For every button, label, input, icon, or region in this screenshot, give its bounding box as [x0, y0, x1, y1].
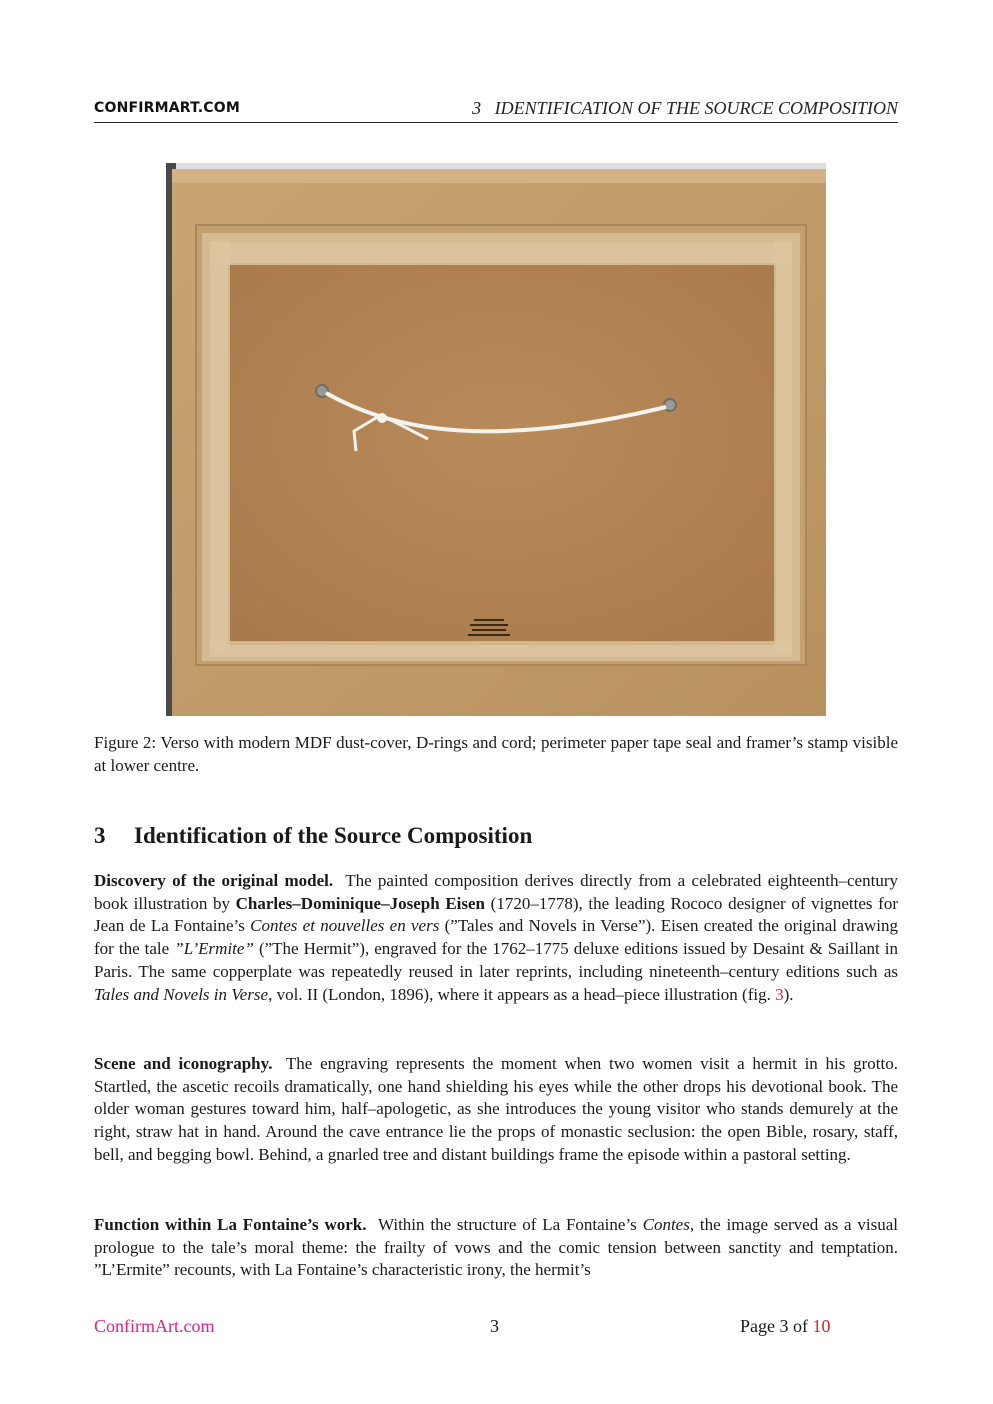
footer-site-link[interactable]: ConfirmArt.com — [94, 1316, 215, 1336]
edition-title: Tales and Novels in Verse — [94, 984, 269, 1004]
footer-page-count — [740, 1316, 830, 1337]
section-number: 3 — [94, 823, 106, 848]
figure-caption: Figure 2: Verso with modern MDF dust-cover, D-rings and cord; perimeter paper tape seal and framer’s stamp visible at lower centre. — [94, 733, 898, 775]
paragraph-lead: Scene and iconography. — [94, 1054, 273, 1073]
footer-page-number: 3 — [490, 1316, 499, 1336]
page-header — [94, 98, 898, 123]
paragraph-text: (”The Hermit”), engraved for the 1762–1775 deluxe editions issued by Desaint & Saillant in Paris. The same copperplate was repeatedly reused in later reprints, including nineteenth–century editions such as — [94, 939, 898, 981]
site-logo: CONFIRMART.COM — [94, 100, 241, 116]
book-title: Contes — [642, 1215, 690, 1234]
paragraph-text: Within the structure of La Fontaine’s — [378, 1215, 643, 1234]
paragraph-lead: Discovery of the original model. — [94, 871, 334, 890]
figure-ref-link[interactable]: 3 — [775, 984, 784, 1004]
book-title: Contes et nouvelles en vers — [250, 916, 440, 936]
paragraph-text: ). — [783, 984, 794, 1004]
paragraph-function — [94, 1214, 898, 1282]
section-title-text: Identification of the Source Composition — [134, 823, 533, 848]
paragraph-text: The painted composition derives directly from a celebrated eighteenth–century book illustration by — [94, 871, 898, 913]
paragraph-text: (”Tales and Novels in Verse”). Eisen created the original drawing for the tale — [94, 916, 898, 959]
running-title: 3 IDENTIFICATION OF THE SOURCE COMPOSITION — [472, 98, 898, 118]
paragraph-text: (1720–1778), the leading Rococo designer of vignettes for Jean de La Fontaine’s — [94, 893, 898, 936]
page-label: Page 3 of — [740, 1316, 813, 1336]
paragraph-text: , vol. II (London, 1896), where it appears as a head–piece illustration (fig. — [268, 984, 776, 1004]
paragraph-scene — [94, 1053, 898, 1167]
page-total-link[interactable]: 10 — [812, 1316, 831, 1336]
section-heading — [94, 823, 898, 849]
paragraph-text: , the image served as a visual prologue to the tale’s moral theme: the frailty of vows and the comic tension between sanctity and temptation. ”L’Ermite” recounts, with La Fontaine’s characteristic irony, the hermit’s — [94, 1215, 898, 1280]
paragraph-lead: Function within La Fontaine’s work. — [94, 1215, 367, 1234]
artist-name: Charles–Dominique–Joseph Eisen — [235, 893, 485, 913]
figure-photo-verso — [166, 163, 826, 716]
paragraph-discovery — [94, 870, 898, 1006]
paragraph-text: The engraving represents the moment when two women visit a hermit in his grotto. Startled, the ascetic recoils dramatically, one hand shielding his eyes while the other drops his devotional book. The older woman gestures toward him, half–apologetic, as she introduces the young visitor who stands demurely at the right, straw hat in hand. Around the cave entrance lie the props of monastic seclusion: the open Bible, rosary, staff, bell, and begging bowl. Behind, a gnarled tree and distant buildings frame the episode within a pastoral setting. — [94, 1054, 898, 1164]
tale-title: ”L’Ermite” — [174, 939, 254, 959]
